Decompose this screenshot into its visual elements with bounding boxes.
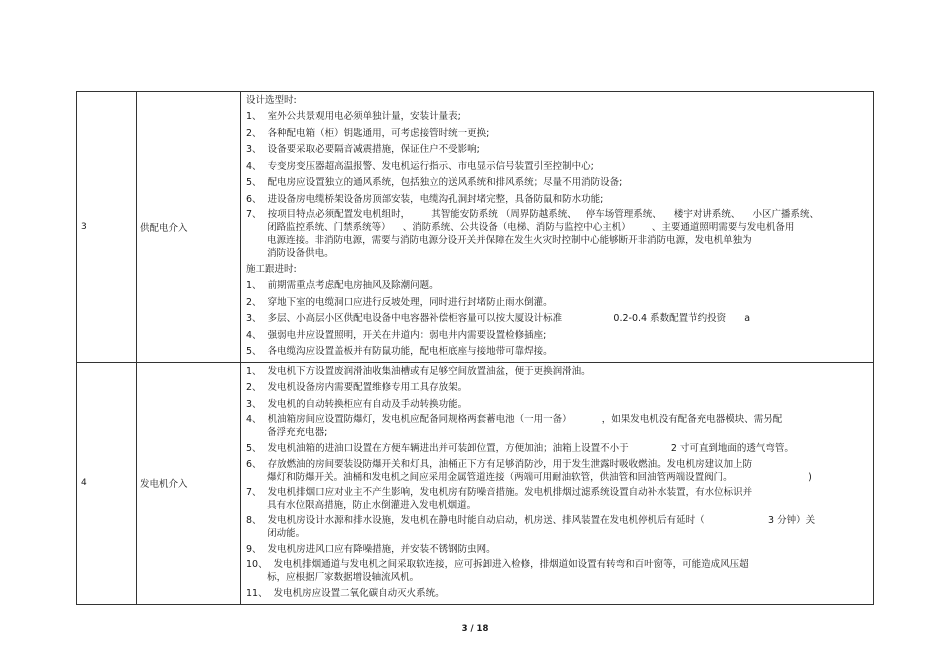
list-item: 2、 各种配电箱（柜）钥匙通用，可考虑接管时统一更换; (246, 127, 490, 139)
section-heading: 设计选型时: (246, 95, 297, 106)
list-item-line: 7、 发电机排烟口应对业主不产生影响，发电机房有防噪音措施。发电机排烟过滤系统设置自动补水装置，有水位标识并 (246, 486, 753, 498)
construction-items-list (246, 278, 869, 361)
list-item: 6、 进设备房电缆桥架设备房顶部安装，电缆沟孔洞封堵完整，具备防鼠和防水功能; (246, 193, 604, 205)
list-item (246, 413, 869, 439)
row-content (241, 92, 874, 363)
list-item: 3、 设备要采取必要隔音减震措施，保证住户不受影响; (246, 144, 480, 155)
list-item: 5、 发电机油箱的进油口设置在方便车辆进出并可装卸位置，方便加油；油箱上设置不小于 2 寸可直到地面的透气弯管。 (246, 443, 794, 454)
list-item: 5、 各电缆沟应设置盖板并有防鼠功能，配电柜底座与接地带可靠焊接。 (246, 346, 553, 357)
list-item: 3、 发电机的自动转换柜应有自动及手动转换功能。 (246, 398, 468, 410)
list-item (246, 558, 869, 584)
list-item: 11、 发电机房应设置二氧化碳自动灭火系统。 (246, 588, 445, 599)
list-item (246, 208, 869, 260)
row-number: 4 (77, 362, 137, 604)
list-item (246, 514, 869, 540)
list-item-line: 7、 按项目特点必须配置发电机组时， 其智能安防系统 （周界防越系统、 停车场管理系统、 楼宇对讲系统、 小区广播系统、 (246, 209, 819, 220)
list-item-line: 标，应根据厂家数据增设轴流风机。 (246, 572, 420, 583)
list-item: 2、 发电机设备房内需要配置维修专用工具存放架。 (246, 382, 468, 393)
list-item-line: 闭动能。 (246, 527, 306, 539)
list-item (246, 458, 869, 484)
document-table (76, 91, 874, 605)
list-item-line: 闭路监控系统、门禁系统等） 、消防系统、公共设备（电梯、消防与监控中心主机） 、主要通道照明需要与发电机备用 (246, 222, 795, 233)
page-number: 3 / 18 (461, 624, 489, 634)
row-content (241, 362, 874, 604)
row-number: 3 (77, 92, 137, 363)
list-item: 1、 前期需重点考虑配电房抽风及除潮问题。 (246, 280, 439, 291)
table-row (77, 92, 874, 363)
list-item: 1、 发电机下方设置废润滑油收集油槽或有足够空间放置油盆，便于更换润滑油。 (246, 365, 591, 377)
list-item-line: 具有水位限高措施，防止水倒灌进入发电机烟道。 (246, 499, 477, 511)
list-item: 5、 配电房应设置独立的通风系统，包括独立的送风系统和排风系统；尽量不用消防设备; (246, 177, 623, 188)
list-item: 9、 发电机房进风口应有降噪措施，并安装不锈钢防虫网。 (246, 543, 496, 555)
list-item: 1、 室外公共景观用电必须单独计量，安装计量表; (246, 111, 461, 122)
list-item-line: 消防设备供电。 (246, 248, 334, 259)
list-item: 4、 强弱电井应设置照明，开关在井道内：弱电井内需要设置检修插座; (246, 329, 547, 341)
list-item-line: 6、 存放燃油的房间要装设防爆开关和灯具，油桶正下方有足够消防沙，用于发生泄露时吸收燃油。发电机房建议加上防 (246, 458, 753, 470)
section-heading: 施工跟进时: (246, 264, 297, 275)
table-row (77, 362, 874, 604)
row-title: 发电机介入 (137, 362, 241, 604)
list-item-line: 8、 发电机房设计水源和排水设施，发电机在静电时能自动启动，机房送、排风装置在发电机停机后有延时（ 3 分钟）关 (246, 514, 816, 526)
list-item-line: 电源连接。非消防电源，需要与消防电源分设开关并保障在发生火灾时控制中心能够断开非消防电源，发电机单独为 (246, 235, 752, 246)
list-item: 3、 多层、小高层小区供配电设备中电容器补偿柜容量可以按大厦设计标准 0.2-0.4 系数配置节约投资 a (246, 313, 751, 324)
list-item (246, 486, 869, 512)
list-item-line: 爆灯和防爆开关。油桶和发电机之间应采用金属管道连接（两端可用耐油软管，供油管和回油管两端设置阀门。 ) (246, 471, 812, 483)
design-items-list (246, 109, 869, 260)
generator-items-list (246, 364, 869, 603)
list-item-line: 4、 机油箱房间应设置防爆灯，发电机应配备同规格两套蓄电池（一用一备） ，如果发电机没有配备充电器模块、需另配 (246, 414, 783, 425)
list-item: 4、 专变房变压器超高温报警、发电机运行指示、市电显示信号装置引至控制中心; (246, 160, 594, 172)
list-item-line: 10、 发电机排烟通道与发电机之间采取软连接，应可拆卸进入检修，排烟道如设置有转弯和百叶窗等，可能造成风压超 (246, 559, 749, 570)
list-item-line: 备浮充充电器; (246, 427, 328, 438)
list-item: 2、 穿地下室的电缆洞口应进行反坡处理，同时进行封堵防止雨水倒灌。 (246, 296, 553, 308)
row-title: 供配电介入 (137, 92, 241, 363)
